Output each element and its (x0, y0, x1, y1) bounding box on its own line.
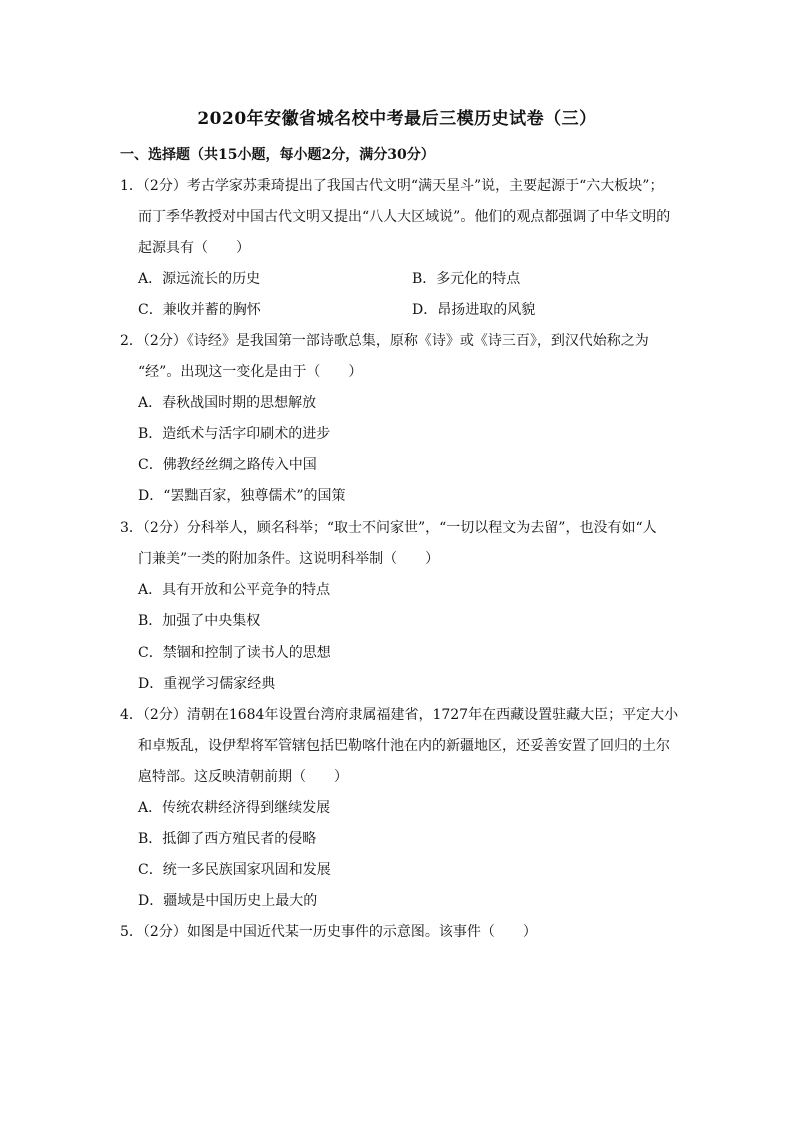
question-1-option-c: C．兼收并蓄的胸怀 (138, 302, 261, 318)
section-heading: 一、选择题（共15小题，每小题2分，满分30分） (120, 147, 435, 163)
question-4-option-d: D．疆域是中国历史上最大的 (138, 893, 318, 909)
question-3-line-1: 3．（2分）分科举人，顾名科举；“取士不问家世”，“一切以程文为去留”，也没有如“人 (120, 520, 657, 536)
question-1-line-2: 而丁季华教授对中国古代文明又提出“八人大区域说”。他们的观点都强调了中华文明的 (138, 209, 671, 225)
question-2-option-a: A．春秋战国时期的思想解放 (138, 395, 317, 411)
exam-title: 2020年安徽省城名校中考最后三模历史试卷（三） (197, 109, 597, 129)
question-3-option-c: C．禁锢和控制了读书人的思想 (138, 645, 331, 661)
question-2-line-1: 2．（2分）《诗经》是我国第一部诗歌总集，原称《诗》或《诗三百》，到汉代始称之为 (120, 333, 649, 349)
question-2-option-d: D．“罢黜百家，独尊儒术”的国策 (138, 488, 346, 504)
question-4-option-c: C．统一多民族国家巩固和发展 (138, 862, 331, 878)
question-4-line-3: 扈特部。这反映清朝前期（ ） (138, 769, 348, 785)
question-4-line-2: 和卓叛乱，设伊犁将军管辖包括巴勒喀什池在内的新疆地区，还妥善安置了回归的土尔 (138, 738, 670, 754)
question-5-line-1: 5．（2分）如图是中国近代某一历史事件的示意图。该事件（ ） (120, 924, 537, 940)
question-2-option-b: B．造纸术与活字印刷术的进步 (138, 426, 331, 442)
question-1-option-d: D．昂扬进取的风貌 (412, 302, 536, 318)
question-3-option-b: B．加强了中央集权 (138, 613, 261, 629)
question-3-line-2: 门兼美”一类的附加条件。这说明科举制（ ） (138, 551, 440, 567)
question-1-line-3: 起源具有（ ） (138, 240, 250, 256)
question-3-option-a: A．具有开放和公平竞争的特点 (138, 582, 331, 598)
question-4-line-1: 4．（2分）清朝在1684年设置台湾府隶属福建省，1727年在西藏设置驻藏大臣；平定大小 (120, 707, 679, 723)
question-4-option-a: A．传统农耕经济得到继续发展 (138, 800, 331, 816)
question-2-option-c: C．佛教经丝绸之路传入中国 (138, 457, 317, 473)
question-4-option-b: B．抵御了西方殖民者的侵略 (138, 831, 317, 847)
question-2-line-2: “经”。出现这一变化是由于（ ） (138, 364, 363, 380)
question-1-line-1: 1．（2分）考古学家苏秉琦提出了我国古代文明“满天星斗”说，主要起源于“六大板块”； (120, 178, 664, 194)
question-1-option-a: A．源远流长的历史 (138, 271, 261, 287)
question-3-option-d: D．重视学习儒家经典 (138, 676, 276, 692)
question-1-option-b: B．多元化的特点 (412, 271, 521, 287)
